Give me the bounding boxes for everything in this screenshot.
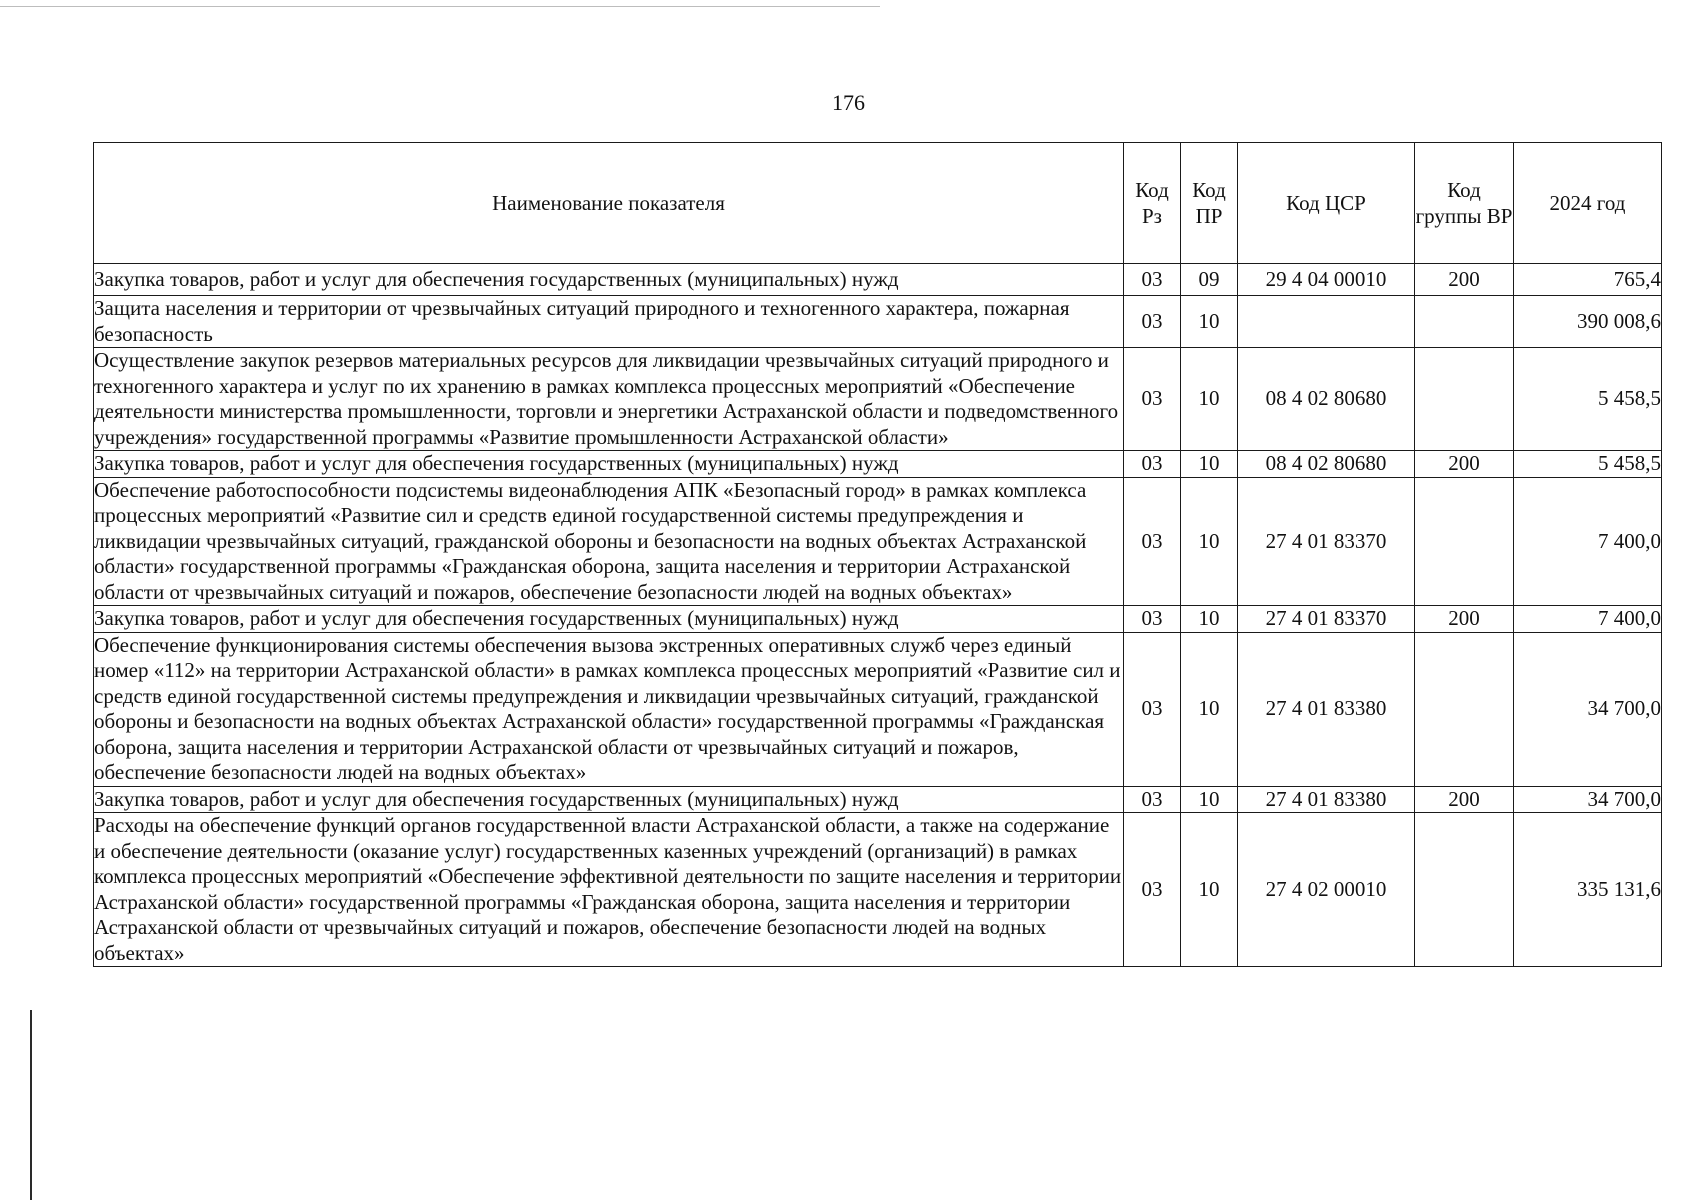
cell-name: Защита населения и территории от чрезвычайных ситуаций природного и техногенного характера, пожарная безопасность [94, 296, 1124, 348]
cell-value: 34 700,0 [1514, 786, 1662, 813]
col-header-csr: Код ЦСР [1238, 143, 1415, 264]
cell-name: Осуществление закупок резервов материальных ресурсов для ликвидации чрезвычайных ситуаций природного и техногенного характера и услуг по их хранению в рамках комплекса процессных мероприятий «Обеспечение деятельности министерства промышленности, торговли и энергетики Астраханской области и подведомственного учреждения» государственной программы «Развитие промышленности Астраханской области» [94, 348, 1124, 451]
cell-rz: 03 [1124, 606, 1181, 633]
cell-name: Закупка товаров, работ и услуг для обеспечения государственных (муниципальных) нужд [94, 606, 1124, 633]
table-row [94, 813, 1662, 967]
cell-vr: 200 [1415, 264, 1514, 296]
col-header-year: 2024 год [1514, 143, 1662, 264]
col-header-rz: Код Рз [1124, 143, 1181, 264]
cell-pr: 10 [1181, 786, 1238, 813]
table-row [94, 786, 1662, 813]
cell-value: 5 458,5 [1514, 348, 1662, 451]
cell-name: Обеспечение функционирования системы обеспечения вызова экстренных оперативных служб через единый номер «112» на территории Астраханской области» в рамках комплекса процессных мероприятий «Развитие сил и средств единой государственной системы предупреждения и ликвидации чрезвычайных ситуаций, гражданской обороны и безопасности на водных объектах Астраханской области» государственной программы «Гражданская оборона, защита населения и территории Астраханской области от чрезвычайных ситуаций и пожаров, обеспечение безопасности людей на водных объектах» [94, 632, 1124, 786]
cell-vr [1415, 813, 1514, 967]
cell-vr [1415, 477, 1514, 606]
cell-name: Расходы на обеспечение функций органов государственной власти Астраханской области, а также на содержание и обеспечение деятельности (оказание услуг) государственных казенных учреждений (организаций) в рамках комплекса процессных мероприятий «Обеспечение эффективной деятельности по защите населения и территории Астраханской области» государственной программы «Гражданская оборона, защита населения и территории Астраханской области от чрезвычайных ситуаций и пожаров, обеспечение безопасности людей на водных объектах» [94, 813, 1124, 967]
cell-name: Обеспечение работоспособности подсистемы видеонаблюдения АПК «Безопасный город» в рамках комплекса процессных мероприятий «Развитие сил и средств единой государственной системы предупреждения и ликвидации чрезвычайных ситуаций, гражданской обороны и безопасности на водных объектах Астраханской области» государственной программы «Гражданская оборона, защита населения и территории Астраханской области от чрезвычайных ситуаций и пожаров, обеспечение безопасности людей на водных объектах» [94, 477, 1124, 606]
cell-pr: 10 [1181, 813, 1238, 967]
cell-vr: 200 [1415, 786, 1514, 813]
cell-rz: 03 [1124, 451, 1181, 478]
cell-rz: 03 [1124, 296, 1181, 348]
cell-csr: 29 4 04 00010 [1238, 264, 1415, 296]
cell-value: 7 400,0 [1514, 477, 1662, 606]
cell-pr: 10 [1181, 296, 1238, 348]
budget-table [93, 142, 1662, 967]
cell-name: Закупка товаров, работ и услуг для обеспечения государственных (муниципальных) нужд [94, 451, 1124, 478]
cell-vr: 200 [1415, 451, 1514, 478]
cell-value: 5 458,5 [1514, 451, 1662, 478]
cell-value: 34 700,0 [1514, 632, 1662, 786]
table-row [94, 606, 1662, 633]
cell-csr: 08 4 02 80680 [1238, 348, 1415, 451]
cell-rz: 03 [1124, 632, 1181, 786]
cell-pr: 10 [1181, 632, 1238, 786]
cell-csr: 27 4 01 83370 [1238, 606, 1415, 633]
cell-pr: 10 [1181, 606, 1238, 633]
cell-vr [1415, 348, 1514, 451]
table-row [94, 632, 1662, 786]
scan-edge-top [0, 6, 880, 7]
cell-csr: 27 4 01 83370 [1238, 477, 1415, 606]
cell-value: 7 400,0 [1514, 606, 1662, 633]
cell-pr: 09 [1181, 264, 1238, 296]
table-row [94, 348, 1662, 451]
cell-rz: 03 [1124, 264, 1181, 296]
cell-vr: 200 [1415, 606, 1514, 633]
cell-value: 390 008,6 [1514, 296, 1662, 348]
cell-csr: 08 4 02 80680 [1238, 451, 1415, 478]
col-header-name: Наименование показателя [94, 143, 1124, 264]
table-header-row [94, 143, 1662, 264]
table-row [94, 264, 1662, 296]
cell-rz: 03 [1124, 813, 1181, 967]
page-number: 176 [832, 90, 865, 115]
cell-pr: 10 [1181, 451, 1238, 478]
cell-name: Закупка товаров, работ и услуг для обеспечения государственных (муниципальных) нужд [94, 786, 1124, 813]
col-header-pr: Код ПР [1181, 143, 1238, 264]
cell-csr: 27 4 01 83380 [1238, 786, 1415, 813]
cell-csr [1238, 296, 1415, 348]
scan-edge-left [30, 1010, 32, 1200]
cell-value: 765,4 [1514, 264, 1662, 296]
cell-value: 335 131,6 [1514, 813, 1662, 967]
cell-pr: 10 [1181, 477, 1238, 606]
cell-csr: 27 4 02 00010 [1238, 813, 1415, 967]
cell-vr [1415, 632, 1514, 786]
cell-csr: 27 4 01 83380 [1238, 632, 1415, 786]
cell-pr: 10 [1181, 348, 1238, 451]
cell-rz: 03 [1124, 348, 1181, 451]
cell-rz: 03 [1124, 477, 1181, 606]
cell-name: Закупка товаров, работ и услуг для обеспечения государственных (муниципальных) нужд [94, 264, 1124, 296]
cell-vr [1415, 296, 1514, 348]
table-row [94, 451, 1662, 478]
col-header-vr: Код группы ВР [1415, 143, 1514, 264]
table-row [94, 477, 1662, 606]
cell-rz: 03 [1124, 786, 1181, 813]
table-row [94, 296, 1662, 348]
